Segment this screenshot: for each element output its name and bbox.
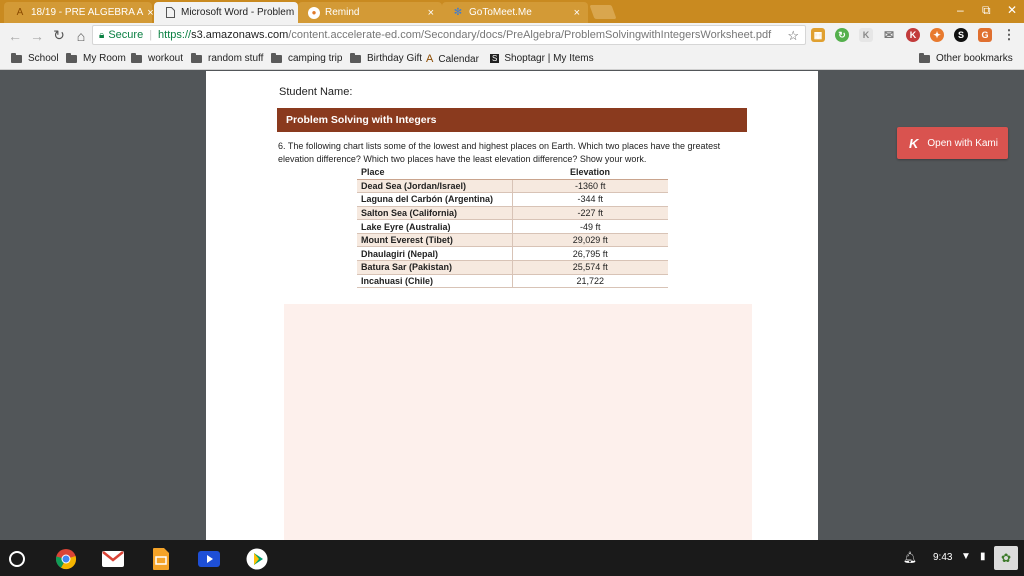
avatar[interactable]: ✿	[994, 546, 1018, 570]
forward-button[interactable]: →	[30, 27, 44, 44]
bookmark-workout[interactable]: workout	[131, 53, 183, 64]
address-bar[interactable]	[92, 25, 806, 45]
mail-icon[interactable]: ✉	[883, 28, 895, 42]
address-separator: |	[149, 29, 153, 41]
algebra-icon: A	[16, 7, 24, 18]
url-path: /content.accelerate-ed.com/Secondary/docs/PreAlgebra/ProblemSolvingwithIntegersWorksheet.pdf	[288, 29, 772, 41]
url-scheme: https://	[158, 29, 192, 41]
table-row	[357, 220, 668, 234]
folder-icon	[131, 55, 142, 63]
elevation-cell: 26,795 ft	[512, 247, 668, 261]
bookmark-camping-trip[interactable]: camping trip	[271, 53, 342, 64]
gmail-icon[interactable]	[102, 548, 124, 570]
extension-icon[interactable]: G	[978, 28, 992, 42]
os-shelf	[0, 540, 1024, 576]
table-row	[357, 193, 668, 207]
folder-icon	[919, 55, 930, 63]
close-icon[interactable]: ×	[427, 6, 434, 19]
elevation-cell: -227 ft	[512, 206, 668, 220]
clock[interactable]: 9:43	[933, 552, 953, 563]
bookmark-shoptagr[interactable]: S Shoptagr | My Items	[492, 53, 594, 64]
kami-logo-icon: K	[909, 135, 919, 151]
bookmark-my-room[interactable]: My Room	[66, 53, 126, 64]
tab-microsoft-word[interactable]: Microsoft Word - Problem	[154, 2, 298, 23]
pdf-page	[206, 71, 818, 540]
shoptagr-icon: S	[492, 54, 498, 63]
bookmark-birthday-gift[interactable]: Birthday Gift	[350, 53, 422, 64]
youtube-icon[interactable]	[198, 548, 220, 570]
bookmark-school[interactable]: School	[11, 53, 59, 64]
tab-gotomeet[interactable]: ✻ GoToMeet.Me ×	[442, 2, 588, 23]
calendar-icon: A	[426, 53, 434, 65]
extension-icon[interactable]: K	[906, 28, 920, 42]
table-row	[357, 233, 668, 247]
back-button[interactable]: ←	[8, 27, 22, 44]
folder-icon	[191, 55, 202, 63]
table-row	[357, 247, 668, 261]
document-icon	[164, 7, 176, 19]
lock-icon: 🔒︎	[99, 29, 105, 41]
folder-icon	[350, 55, 361, 63]
minimize-button[interactable]: –	[957, 3, 964, 17]
column-header-place: Place	[357, 166, 512, 179]
new-tab-button[interactable]	[589, 5, 616, 19]
home-button[interactable]: ⌂	[76, 27, 86, 44]
launcher-icon[interactable]	[9, 551, 25, 567]
gotomeet-icon: ✻	[453, 7, 463, 18]
reload-button[interactable]: ↻	[53, 27, 65, 43]
extension-icon[interactable]: S	[954, 28, 968, 42]
bookmark-random-stuff[interactable]: random stuff	[191, 53, 263, 64]
secure-label: Secure	[108, 29, 144, 41]
folder-icon	[11, 55, 22, 63]
open-with-kami-button[interactable]	[897, 127, 1008, 159]
place-cell: Incahuasi (Chile)	[357, 274, 512, 288]
table-row	[357, 179, 668, 193]
worksheet-banner: Problem Solving with Integers	[277, 108, 747, 132]
question-text: 6. The following chart lists some of the lowest and highest places on Earth. Which two places have the greatest elevation difference? Which two places have the least elevation difference? Show your work.	[278, 141, 721, 164]
kami-button-label: Open with Kami	[927, 137, 998, 149]
tab-remind[interactable]: ● Remind ×	[298, 2, 442, 23]
place-cell: Salton Sea (California)	[357, 206, 512, 220]
elevation-cell: 25,574 ft	[512, 261, 668, 275]
folder-icon	[271, 55, 282, 63]
elevation-table	[357, 166, 668, 288]
place-cell: Lake Eyre (Australia)	[357, 220, 512, 234]
extension-icon[interactable]: ▦	[811, 28, 825, 42]
notification-icon[interactable]: 🔔︎	[903, 552, 917, 564]
restore-button[interactable]: ⧉	[982, 3, 991, 17]
close-window-button[interactable]: ✕	[1007, 3, 1018, 17]
place-cell: Dhaulagiri (Nepal)	[357, 247, 512, 261]
tab-strip	[0, 0, 1024, 23]
extension-icon[interactable]: K	[859, 28, 873, 42]
star-icon[interactable]: ☆	[787, 28, 799, 43]
elevation-cell: 21,722	[512, 274, 668, 288]
elevation-cell: 29,029 ft	[512, 233, 668, 247]
table-header-row	[357, 166, 668, 179]
wifi-icon[interactable]: ▼	[961, 551, 971, 562]
table-row	[357, 274, 668, 288]
place-cell: Mount Everest (Tibet)	[357, 233, 512, 247]
extension-icon[interactable]: ✦	[930, 28, 944, 42]
bookmark-other[interactable]: Other bookmarks	[919, 53, 1013, 64]
place-cell: Laguna del Carbón (Argentina)	[357, 193, 512, 207]
play-store-icon[interactable]	[246, 548, 268, 570]
elevation-cell: -344 ft	[512, 193, 668, 207]
tab-prealgebra[interactable]: A 18/19 - PRE ALGEBRA A ×	[4, 2, 152, 23]
close-icon[interactable]: ×	[147, 6, 154, 19]
place-cell: Batura Sar (Pakistan)	[357, 261, 512, 275]
battery-icon[interactable]: ▮	[980, 551, 986, 562]
slides-icon[interactable]	[150, 548, 172, 570]
place-cell: Dead Sea (Jordan/Israel)	[357, 179, 512, 193]
bookmark-calendar[interactable]: A Calendar	[426, 53, 479, 65]
url-host: s3.amazonaws.com	[191, 29, 289, 41]
table-row	[357, 261, 668, 275]
chrome-icon[interactable]	[55, 548, 77, 570]
menu-icon[interactable]: ⋮	[1002, 27, 1016, 42]
column-header-elevation: Elevation	[512, 166, 668, 179]
table-row	[357, 206, 668, 220]
close-icon[interactable]: ×	[573, 6, 580, 19]
extension-icon[interactable]: ↻	[835, 28, 849, 42]
bookmarks-bar	[0, 48, 1024, 70]
folder-icon	[66, 55, 77, 63]
answer-box[interactable]	[284, 304, 752, 540]
student-name-label: Student Name:	[279, 86, 353, 98]
elevation-cell: -49 ft	[512, 220, 668, 234]
elevation-cell: -1360 ft	[512, 179, 668, 193]
remind-icon: ●	[308, 7, 320, 19]
